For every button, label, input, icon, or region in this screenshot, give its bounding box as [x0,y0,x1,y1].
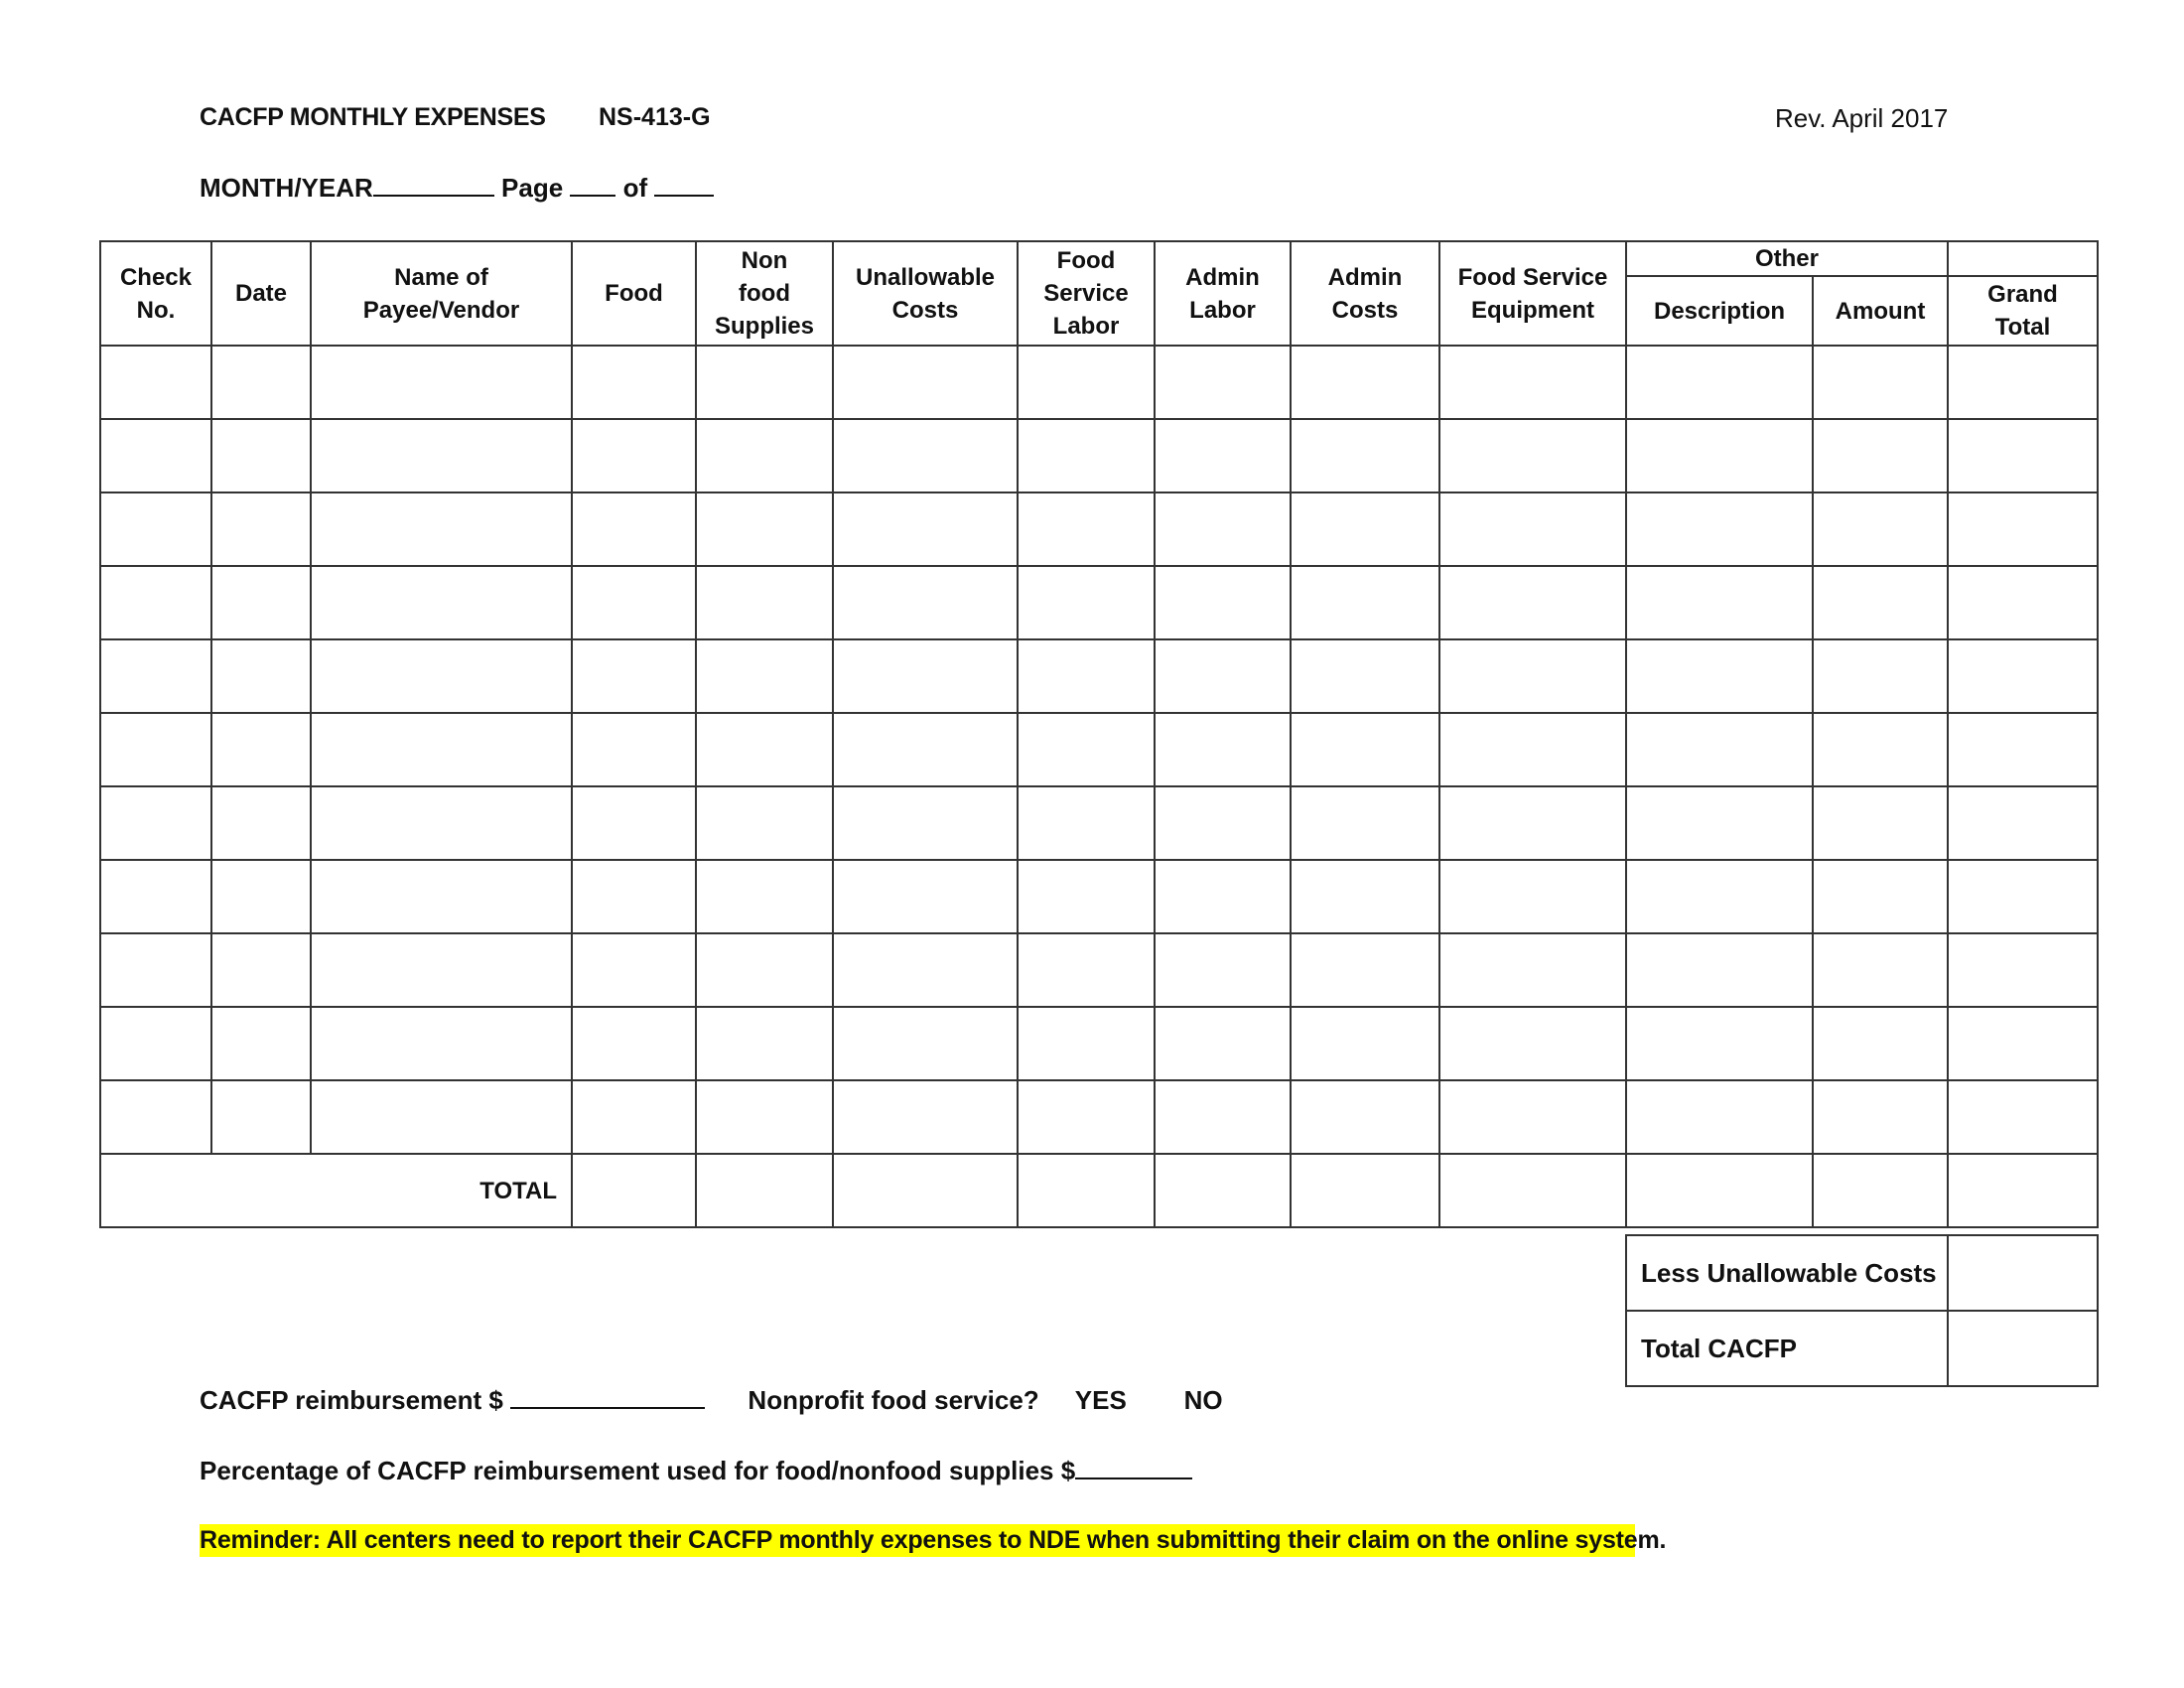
cell-check-no[interactable] [100,860,211,933]
cell-other-desc[interactable] [1626,419,1813,492]
month-year-field[interactable] [373,173,494,197]
col-header-grand-total: Grand Total [1948,276,2098,346]
percentage-field[interactable] [1075,1456,1192,1479]
cell-admin-costs[interactable] [1291,933,1439,1007]
cell-fs-labor[interactable] [1018,639,1155,713]
cell-date[interactable] [211,566,311,639]
col-header-fs-equipment: Food Service Equipment [1439,241,1626,346]
cell-food[interactable] [572,419,696,492]
cell-payee[interactable] [311,419,572,492]
cell-fs-equipment[interactable] [1439,346,1626,419]
total-cacfp-label: Total CACFP [1626,1311,1948,1386]
cell-admin-costs[interactable] [1291,713,1439,786]
cell-fs-labor[interactable] [1018,1007,1155,1080]
cell-date[interactable] [211,492,311,566]
month-page-line [200,173,714,204]
col-header-other-amount: Amount [1813,276,1948,346]
cell-date[interactable] [211,933,311,1007]
cell-other-amount[interactable] [1813,1007,1948,1080]
cell-fs-labor[interactable] [1018,713,1155,786]
cell-unallowable[interactable] [833,1007,1018,1080]
cell-grand-total[interactable] [1948,639,2098,713]
total-admin-costs[interactable] [1291,1154,1439,1227]
col-header-food: Food [572,241,696,346]
cell-nonfood[interactable] [696,639,833,713]
cell-grand-total[interactable] [1948,933,2098,1007]
cell-fs-labor[interactable] [1018,566,1155,639]
table-row [100,419,2098,492]
cell-date[interactable] [211,1007,311,1080]
cell-admin-labor[interactable] [1155,860,1291,933]
cell-unallowable[interactable] [833,1080,1018,1154]
cell-fs-equipment[interactable] [1439,713,1626,786]
cell-fs-equipment[interactable] [1439,1007,1626,1080]
cell-admin-costs[interactable] [1291,419,1439,492]
cell-other-desc[interactable] [1626,933,1813,1007]
cell-unallowable[interactable] [833,419,1018,492]
cell-grand-total[interactable] [1948,786,2098,860]
cell-unallowable[interactable] [833,933,1018,1007]
cell-unallowable[interactable] [833,639,1018,713]
cell-unallowable[interactable] [833,713,1018,786]
cell-food[interactable] [572,860,696,933]
page-label: Page [501,173,564,203]
cell-nonfood[interactable] [696,1007,833,1080]
cell-fs-equipment[interactable] [1439,1080,1626,1154]
cell-unallowable[interactable] [833,860,1018,933]
cell-other-amount[interactable] [1813,860,1948,933]
cell-food[interactable] [572,933,696,1007]
table-row [100,713,2098,786]
cell-check-no[interactable] [100,713,211,786]
cell-nonfood[interactable] [696,786,833,860]
cell-other-desc[interactable] [1626,786,1813,860]
cell-nonfood[interactable] [696,860,833,933]
cell-fs-equipment[interactable] [1439,786,1626,860]
cell-payee[interactable] [311,346,572,419]
cell-other-desc[interactable] [1626,713,1813,786]
col-header-check-no: Check No. [100,241,211,346]
cell-admin-costs[interactable] [1291,566,1439,639]
cell-other-amount[interactable] [1813,713,1948,786]
cell-other-desc[interactable] [1626,346,1813,419]
total-grand-total[interactable] [1948,1154,2098,1227]
table-row [100,492,2098,566]
cell-payee[interactable] [311,933,572,1007]
cell-other-desc[interactable] [1626,860,1813,933]
cell-food[interactable] [572,492,696,566]
col-header-other-description: Description [1626,276,1813,346]
reimbursement-label: CACFP reimbursement $ [200,1385,503,1415]
table-row [100,933,2098,1007]
cell-other-desc[interactable] [1626,639,1813,713]
cell-check-no[interactable] [100,346,211,419]
col-header-nonfood: Non food Supplies [696,241,833,346]
cell-check-no[interactable] [100,1080,211,1154]
cell-date[interactable] [211,419,311,492]
cell-fs-labor[interactable] [1018,860,1155,933]
cell-date[interactable] [211,786,311,860]
revision-date: Rev. April 2017 [1775,103,1949,133]
table-row [100,1007,2098,1080]
cell-payee[interactable] [311,1007,572,1080]
cell-check-no[interactable] [100,933,211,1007]
col-header-fs-labor: Food Service Labor [1018,241,1155,346]
cell-payee[interactable] [311,639,572,713]
cell-other-desc[interactable] [1626,1007,1813,1080]
cell-food[interactable] [572,639,696,713]
total-row [100,1154,2098,1227]
reminder-note: Reminder: All centers need to report their CACFP monthly expenses to NDE when submitting their claim on the online system. [200,1524,1635,1557]
nonprofit-question: Nonprofit food service? [748,1385,1039,1415]
cell-fs-labor[interactable] [1018,933,1155,1007]
cell-date[interactable] [211,639,311,713]
cell-grand-total[interactable] [1948,419,2098,492]
cell-nonfood[interactable] [696,1080,833,1154]
reimbursement-field[interactable] [510,1385,705,1409]
cell-admin-costs[interactable] [1291,1080,1439,1154]
yes-option[interactable]: YES [1074,1385,1127,1415]
cell-payee[interactable] [311,1080,572,1154]
form-title: CACFP MONTHLY EXPENSES [200,103,546,131]
table-row [100,639,2098,713]
cell-fs-labor[interactable] [1018,419,1155,492]
percentage-line [200,1456,1192,1486]
cell-date[interactable] [211,1080,311,1154]
total-label: TOTAL [100,1154,572,1227]
cell-admin-labor[interactable] [1155,786,1291,860]
cell-fs-labor[interactable] [1018,492,1155,566]
cell-other-amount[interactable] [1813,786,1948,860]
cell-admin-labor[interactable] [1155,639,1291,713]
cell-admin-labor[interactable] [1155,933,1291,1007]
col-header-unallowable: Unallowable Costs [833,241,1018,346]
cell-fs-labor[interactable] [1018,346,1155,419]
cell-fs-equipment[interactable] [1439,933,1626,1007]
cell-payee[interactable] [311,786,572,860]
cell-check-no[interactable] [100,419,211,492]
cell-other-amount[interactable] [1813,639,1948,713]
total-fs-labor[interactable] [1018,1154,1155,1227]
cell-admin-costs[interactable] [1291,860,1439,933]
cell-nonfood[interactable] [696,713,833,786]
page-count-field[interactable] [654,173,714,197]
cell-unallowable[interactable] [833,786,1018,860]
cell-other-desc[interactable] [1626,492,1813,566]
total-unallowable[interactable] [833,1154,1018,1227]
cell-admin-labor[interactable] [1155,1080,1291,1154]
reimbursement-line [200,1385,1223,1416]
total-fs-equipment[interactable] [1439,1154,1626,1227]
cell-check-no[interactable] [100,1007,211,1080]
cell-fs-labor[interactable] [1018,1080,1155,1154]
cell-admin-costs[interactable] [1291,346,1439,419]
cell-unallowable[interactable] [833,346,1018,419]
cell-admin-costs[interactable] [1291,639,1439,713]
cell-grand-total[interactable] [1948,566,2098,639]
cell-admin-labor[interactable] [1155,713,1291,786]
percentage-label: Percentage of CACFP reimbursement used for food/nonfood supplies $ [200,1456,1076,1485]
expenses-table [99,240,2099,1228]
cell-admin-labor[interactable] [1155,419,1291,492]
less-unallowable-label: Less Unallowable Costs [1626,1235,1948,1311]
cell-admin-labor[interactable] [1155,346,1291,419]
col-header-date: Date [211,241,311,346]
form-code: NS-413-G [599,103,711,131]
cell-check-no[interactable] [100,566,211,639]
cell-nonfood[interactable] [696,566,833,639]
cell-grand-total[interactable] [1948,492,2098,566]
cell-other-amount[interactable] [1813,566,1948,639]
cell-food[interactable] [572,1080,696,1154]
cell-other-desc[interactable] [1626,1080,1813,1154]
cell-other-amount[interactable] [1813,346,1948,419]
table-row [100,1080,2098,1154]
total-other-description[interactable] [1626,1154,1813,1227]
cell-admin-labor[interactable] [1155,1007,1291,1080]
table-row [100,346,2098,419]
cell-date[interactable] [211,713,311,786]
col-group-other: Other [1626,241,1948,276]
cell-nonfood[interactable] [696,419,833,492]
col-header-admin-labor: Admin Labor [1155,241,1291,346]
cell-other-amount[interactable] [1813,1080,1948,1154]
total-nonfood[interactable] [696,1154,833,1227]
cell-food[interactable] [572,786,696,860]
cell-other-amount[interactable] [1813,419,1948,492]
cell-fs-equipment[interactable] [1439,566,1626,639]
cell-admin-costs[interactable] [1291,1007,1439,1080]
month-year-label: MONTH/YEAR [200,173,373,203]
table-row [100,860,2098,933]
cell-check-no[interactable] [100,492,211,566]
col-header-admin-costs: Admin Costs [1291,241,1439,346]
cell-grand-total[interactable] [1948,860,2098,933]
cell-fs-equipment[interactable] [1439,639,1626,713]
cell-other-desc[interactable] [1626,566,1813,639]
total-admin-labor[interactable] [1155,1154,1291,1227]
cell-date[interactable] [211,860,311,933]
cell-nonfood[interactable] [696,933,833,1007]
cell-other-amount[interactable] [1813,933,1948,1007]
table-row [100,566,2098,639]
cell-unallowable[interactable] [833,566,1018,639]
cell-admin-labor[interactable] [1155,492,1291,566]
cell-grand-total[interactable] [1948,1080,2098,1154]
cell-fs-equipment[interactable] [1439,860,1626,933]
cell-grand-total[interactable] [1948,346,2098,419]
cell-food[interactable] [572,1007,696,1080]
cell-nonfood[interactable] [696,346,833,419]
cell-fs-equipment[interactable] [1439,492,1626,566]
grand-total-spacer [1948,241,2098,276]
table-row [100,786,2098,860]
cell-check-no[interactable] [100,639,211,713]
cell-food[interactable] [572,566,696,639]
cell-payee[interactable] [311,492,572,566]
total-food[interactable] [572,1154,696,1227]
cell-admin-costs[interactable] [1291,492,1439,566]
cell-fs-equipment[interactable] [1439,419,1626,492]
less-unallowable-value[interactable] [1948,1235,2098,1311]
cell-payee[interactable] [311,713,572,786]
cell-admin-costs[interactable] [1291,786,1439,860]
cell-fs-labor[interactable] [1018,786,1155,860]
cell-nonfood[interactable] [696,492,833,566]
summary-table [1625,1234,2099,1387]
col-header-payee: Name of Payee/Vendor [311,241,572,346]
total-other-amount[interactable] [1813,1154,1948,1227]
total-cacfp-value[interactable] [1948,1311,2098,1386]
cell-check-no[interactable] [100,786,211,860]
cell-other-amount[interactable] [1813,492,1948,566]
cell-payee[interactable] [311,566,572,639]
cell-grand-total[interactable] [1948,713,2098,786]
of-label: of [622,173,648,203]
cell-date[interactable] [211,346,311,419]
cell-unallowable[interactable] [833,492,1018,566]
no-option[interactable]: NO [1183,1385,1223,1415]
cell-food[interactable] [572,346,696,419]
cell-admin-labor[interactable] [1155,566,1291,639]
cell-grand-total[interactable] [1948,1007,2098,1080]
page-number-field[interactable] [570,173,615,197]
cell-food[interactable] [572,713,696,786]
cell-payee[interactable] [311,860,572,933]
